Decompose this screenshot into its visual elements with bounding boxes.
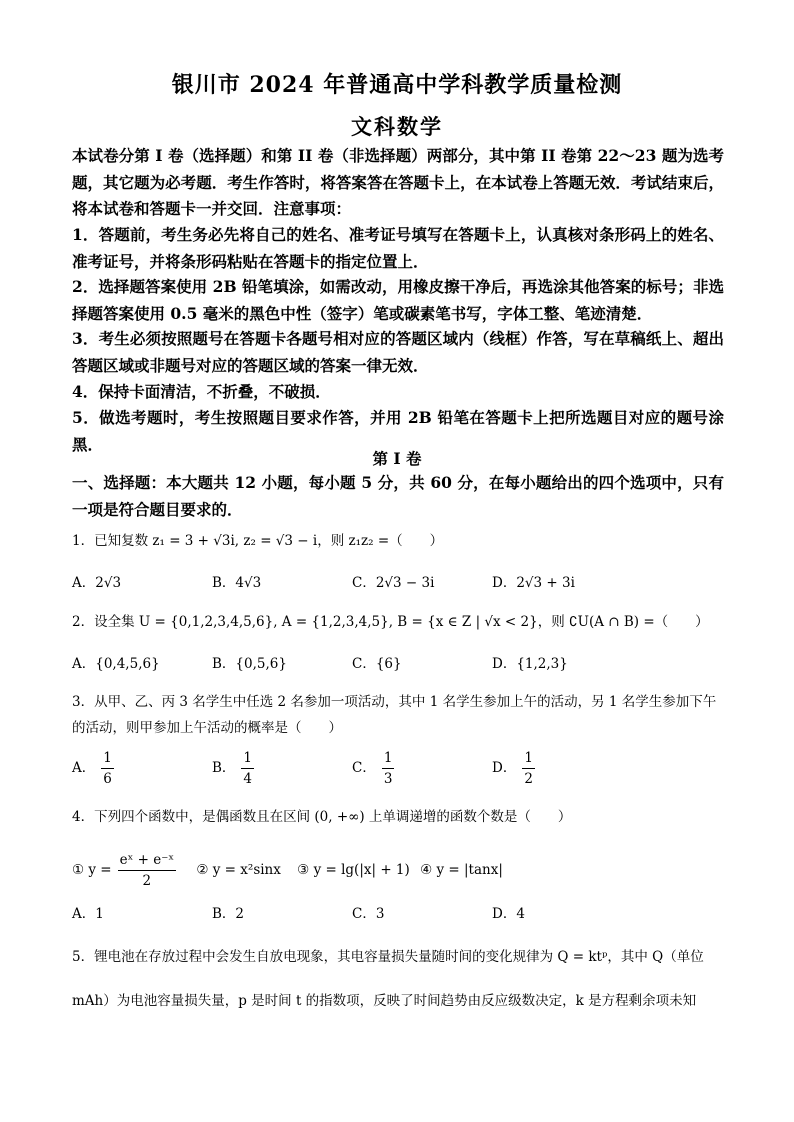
option-a: [72, 748, 114, 789]
question-1-stem: 1．已知复数 z₁ = 3 + √3i, z₂ = √3 − i，则 z₁z₂ =（ ）: [72, 533, 444, 549]
notice-item-4: 4．保持卡面清洁，不折叠，不破损．: [72, 382, 331, 401]
denominator: 2: [142, 873, 152, 889]
question-1-options: [72, 571, 724, 601]
option-b: B．{0,5,6}: [212, 656, 287, 672]
exam-subject: 文科数学: [351, 114, 443, 139]
option-a: A．1: [72, 906, 104, 922]
option-label: C．: [352, 760, 376, 776]
fraction: [382, 748, 395, 789]
function-1-prefix: ① y =: [72, 862, 112, 878]
option-c: C．3: [352, 906, 385, 922]
numerator: eˣ + e⁻ˣ: [118, 850, 176, 871]
option-b: [212, 748, 254, 789]
denominator: 4: [243, 771, 253, 787]
section-instruction: 一、选择题：本大题共 12 小题，每小题 5 分，共 60 分，在每小题给出的四个选项中，只有一项是符合题目要求的．: [72, 473, 724, 519]
exam-title: 银川市 2024 年普通高中学科教学质量检测: [171, 72, 623, 98]
option-label: B．: [212, 760, 236, 776]
fraction: [241, 748, 254, 789]
function-3: ③ y = lg(|x| + 1): [297, 862, 410, 878]
question-5-stem: 5．锂电池在存放过程中会发生自放电现象，其电容量损失量随时间的变化规律为 Q = ktᵖ，其中 Q（单位 mAh）为电池容量损失量，p 是时间 t 的指数项，反映了时间趋势由反应级数决定，k 是方程剩余项未知: [72, 949, 704, 1009]
function-2: ② y = x²sinx: [196, 862, 281, 878]
question-3-stem: 3．从甲、乙、丙 3 名学生中任选 2 名参加一项活动，其中 1 名学生参加上午的活动，另 1 名学生参加下午的活动，则甲参加上午活动的概率是（ ）: [72, 694, 717, 736]
question-4-stem: 4．下列四个函数中，是偶函数且在区间 (0, +∞) 上单调递增的函数个数是（ ）: [72, 809, 572, 825]
fraction: [522, 748, 535, 789]
question-4-functions: [72, 850, 724, 891]
option-c: C．{6}: [352, 656, 402, 672]
notice-item-1: 1．答题前，考生务必先将自己的姓名、准考证号填写在答题卡上，认真核对条形码上的姓名、准考证号，并将条形码粘贴在答题卡的指定位置上．: [72, 225, 724, 271]
numerator: 1: [101, 748, 114, 769]
numerator: 1: [522, 748, 535, 769]
function-4: ④ y = |tanx|: [420, 862, 503, 878]
option-b: B．2: [212, 906, 245, 922]
function-1: [72, 852, 180, 889]
option-label: A．: [72, 760, 96, 776]
option-d: D．{1,2,3}: [492, 656, 568, 672]
option-c: C．2√3 − 3i: [352, 575, 435, 591]
section-title: 第 I 卷: [372, 449, 422, 468]
question-2-options: [72, 652, 724, 682]
option-a: A．{0,4,5,6}: [72, 656, 160, 672]
denominator: 6: [103, 771, 112, 787]
option-label: D．: [492, 760, 517, 776]
intro-paragraph: 本试卷分第 I 卷（选择题）和第 II 卷（非选择题）两部分，其中第 II 卷第 22～23 题为选考题，其它题为必考题．考生作答时，将答案答在答题卡上，在本试卷上答题无效．考试结束后，将本试卷和答题卡一并交回．注意事项：: [72, 146, 724, 218]
question-2-stem: 2．设全集 U = {0,1,2,3,4,5,6}, A = {1,2,3,4,5}, B = {x ∈ Z | √x < 2}，则 ∁U(A ∩ B) =（ ）: [72, 614, 709, 630]
notice-item-5: 5．做选考题时，考生按照题目要求作答，并用 2B 铅笔在答题卡上把所选题目对应的题号涂黑．: [72, 408, 724, 454]
numerator: 1: [382, 748, 395, 769]
option-c: [352, 748, 394, 789]
option-d: [492, 748, 535, 789]
denominator: 2: [524, 771, 533, 787]
option-d: D．2√3 + 3i: [492, 575, 575, 591]
notice-item-2: 2．选择题答案使用 2B 铅笔填涂，如需改动，用橡皮擦干净后，再选涂其他答案的标号；非选择题答案使用 0.5 毫米的黑色中性（签字）笔或碳素笔书写，字体工整、笔迹清楚．: [72, 277, 724, 323]
fraction: [118, 850, 176, 891]
fraction: [101, 748, 114, 789]
numerator: 1: [241, 748, 254, 769]
option-b: B．4√3: [212, 575, 262, 591]
notice-item-3: 3．考生必须按照题号在答题卡各题号相对应的答题区域内（线框）作答，写在草稿纸上、超出答题区域或非题号对应的答题区域的答案一律无效．: [72, 329, 724, 375]
question-3-options: [72, 748, 724, 792]
denominator: 3: [383, 771, 393, 787]
option-d: D．4: [492, 906, 525, 922]
option-a: A．2√3: [72, 575, 122, 591]
question-4-options: [72, 902, 724, 932]
